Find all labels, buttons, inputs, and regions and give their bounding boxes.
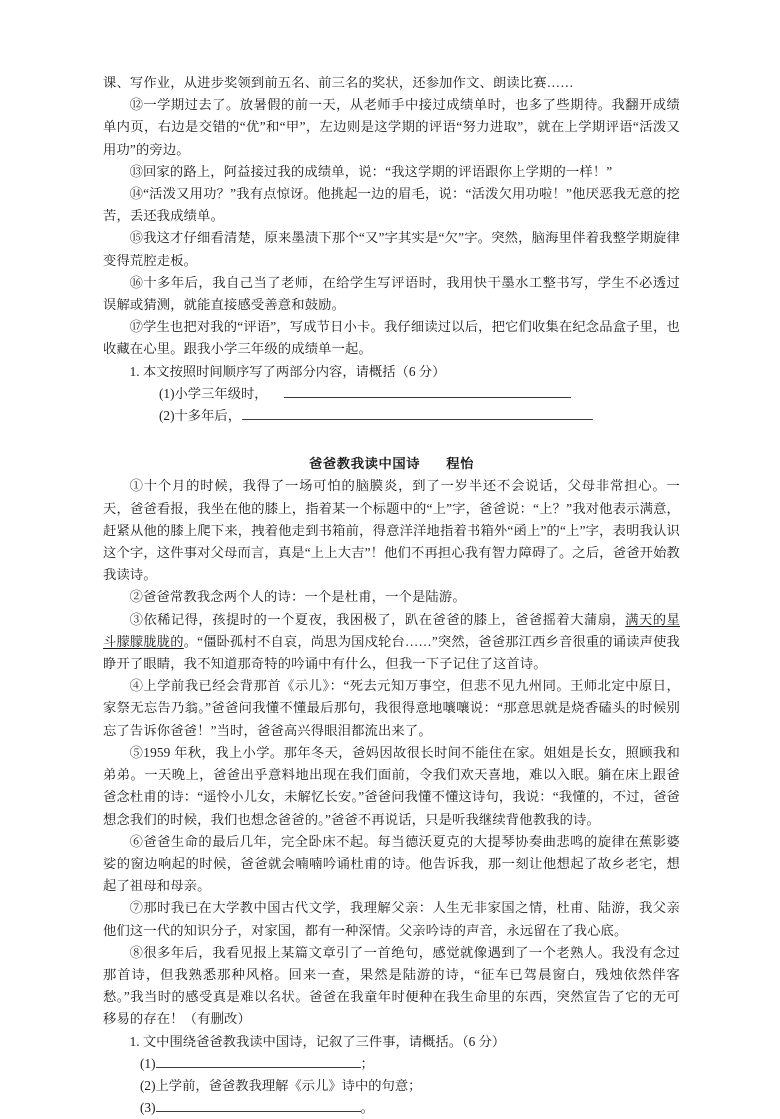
- article-two-answer-row-2: [103, 1075, 680, 1097]
- article-two-paragraph-7: ⑦那时我已在大学教中国古代文学，我理解父亲：人生无非家国之情，杜甫、陆游，我父亲他们这一代的知识分子，对家国，都有一种深情。父亲吟诗的声音，永远留在了我心底。: [103, 900, 680, 938]
- section-spacer: [103, 427, 680, 453]
- article-two-paragraph-8: ⑧很多年后，我看见报上某篇文章引了一首绝句，感觉就像遇到了一个老熟人。我没有念过那首诗，但我熟悉那种风格。回来一查，果然是陆游的诗，“征车已驾晨窗白，残烛依然伴客愁。”我当时的感受真是难以名状。爸爸在我童年时便种在我生命里的东西，突然宣告了它的无可移易的存在！（有删改）: [103, 944, 680, 1027]
- article-two-answer-label-1: (1): [140, 1055, 156, 1071]
- article-two-title: 爸爸教我读中国诗: [309, 456, 421, 472]
- article-two-answer-label-3: (3): [140, 1100, 156, 1116]
- article-one-paragraph-17: ⑰学生也把对我的“评语”，写成节日小卡。我仔细读过以后，把它们收集在纪念品盒子里，也收藏在心里。跟我小学三年级的成绩单一起。: [103, 319, 680, 357]
- article-two-paragraph-5: ⑤1959 年秋，我上小学。那年冬天，爸妈因故很长时间不能住在家。姐姐是长女，照顾我和弟弟。一天晚上，爸爸出乎意料地出现在我们面前，令我们欢天喜地，难以入眠。躺在床上跟爸爸念杜甫的诗：“遥怜小儿女，未解忆长安。”爸爸问我懂不懂这诗句，我说：“我懂的，不过，爸爸想念我们的时候，我们也想念爸爸的。”爸爸不再说话，只是听我继续背他教我的诗。: [103, 744, 680, 827]
- article-one-answer-blank-2[interactable]: [242, 406, 593, 420]
- article-one-continuation-line: 课、写作业，从进步奖领到前五名、前三名的奖状，还参加作文、朗读比赛……: [103, 75, 574, 90]
- article-two-paragraph-3: [103, 609, 680, 676]
- paragraph-3-part-b: 。“僵卧孤村不自哀，尚思为国戍轮台……”突然，爸爸那江西乡音很重的诵读声使我睁开了眼睛，我不知道那奇特的吟诵中有什么，但我一下子记住了这首诗。: [103, 633, 680, 672]
- article-one-body: [103, 72, 680, 361]
- article-two-body: [103, 475, 680, 1030]
- article-two-paragraph-6: ⑥爸爸生命的最后几年，完全卧床不起。每当德沃夏克的大提琴协奏曲悲鸣的旋律在蕉影婆娑的窗边响起的时候，爸爸就会喃喃吟诵杜甫的诗。他告诉我，那一刻让他想起了故乡老宅，想起了祖母和母亲。: [103, 833, 680, 894]
- article-one-question-block: [103, 361, 680, 428]
- article-two-answer-blank-3[interactable]: [156, 1098, 361, 1112]
- article-one-answer-blank-1[interactable]: [284, 384, 571, 398]
- paragraph-3-underlined-phrase: 满天的星斗朦朦胧胧的: [103, 611, 680, 649]
- article-one-paragraph-12: ⑫一学期过去了。放暑假的前一天，从老师手中接过成绩单时，也多了些期待。我翻开成绩单内页，右边是交错的“优”和“甲”，左边则是这学期的评语“努力进取”，就在上学期评语“活泼又用功”的旁边。: [103, 97, 680, 157]
- article-one-answer-row-2: [103, 405, 680, 427]
- article-two-answer-blank-1[interactable]: [156, 1054, 361, 1068]
- article-two-answer-label-2: (2)上学前，爸爸教我理解《示儿》诗中的句意；: [140, 1077, 422, 1093]
- article-one-answer-row-1: [103, 383, 680, 405]
- article-one-paragraph-13: ⑬回家的路上，阿益接过我的成绩单，说：“我这学期的评语跟你上学期的一样！”: [129, 163, 613, 179]
- article-two-question-prompt: 1. 文中围绕爸爸教我读中国诗，记叙了三件事，请概括。（6 分）: [129, 1033, 506, 1049]
- article-one-question-prompt: 1. 本文按照时间顺序写了两部分内容，请概括（6 分）: [129, 363, 446, 379]
- article-two-paragraph-2: ②爸爸常教我念两个人的诗：一个是杜甫，一个是陆游。: [129, 589, 466, 605]
- article-two-answer-row-1: [103, 1053, 680, 1075]
- article-two-answer-tail-3: 。: [360, 1100, 374, 1116]
- article-two-paragraph-4: ④上学前我已经会背那首《示儿》：“死去元知万事空，但悲不见九州同。王师北定中原日，家祭无忘告乃翁。”爸爸问我懂不懂最后那句，我很得意地嚷嚷说：“那意思就是烧香磕头的时候别忘了告诉你爸爸！”当时，爸爸高兴得眼泪都流出来了。: [103, 678, 680, 738]
- article-two-paragraph-1: ①十个月的时候，我得了一场可怕的脑膜炎，到了一岁半还不会说话，父母非常担心。一天，爸爸看报，我坐在他的膝上，指着某一个标题中的“上”字，爸爸说：“上？”我对他表示满意，赶紧从他的膝上爬下来，拽着他走到书箱前，得意洋洋地指着书箱外“函上”的“上”字，表明我认识这个字，这件事对父母而言，真是“上上大吉”！他们不再担心我有智力障碍了。之后，爸爸开始教我读诗。: [103, 478, 680, 583]
- article-one-answer-label-2: (2)十多年后，: [159, 408, 241, 424]
- paragraph-3-part-a: ③依稀记得，孩提时的一个夏夜，我困极了，趴在爸爸的膝上，爸爸摇着大蒲扇，: [129, 611, 626, 627]
- article-one-paragraph-14: ⑭“活泼又用功？”我有点惊讶。他挑起一边的眉毛，说：“活泼欠用功啦！”他厌恶我无意的挖苦，丢还我成绩单。: [103, 186, 680, 224]
- article-two-title-row: [103, 453, 680, 475]
- article-one-paragraph-15: ⑮我这才仔细看清楚，原来墨渍下那个“又”字其实是“欠”字。突然，脑海里伴着我整学期旋律变得荒腔走板。: [103, 230, 680, 268]
- article-one-paragraph-16: ⑯十多年后，我自己当了老师，在给学生写评语时，我用快干墨水工整书写，学生不必透过误解或猜测，就能直接感受善意和鼓励。: [103, 274, 680, 313]
- article-two-question-block: [103, 1031, 680, 1119]
- article-two-answer-tail-1: ；: [360, 1055, 374, 1071]
- article-two-answer-row-3: [103, 1097, 680, 1119]
- article-one-answer-label-1: (1)小学三年级时，: [159, 385, 268, 401]
- article-two-author: 程怡: [446, 456, 474, 472]
